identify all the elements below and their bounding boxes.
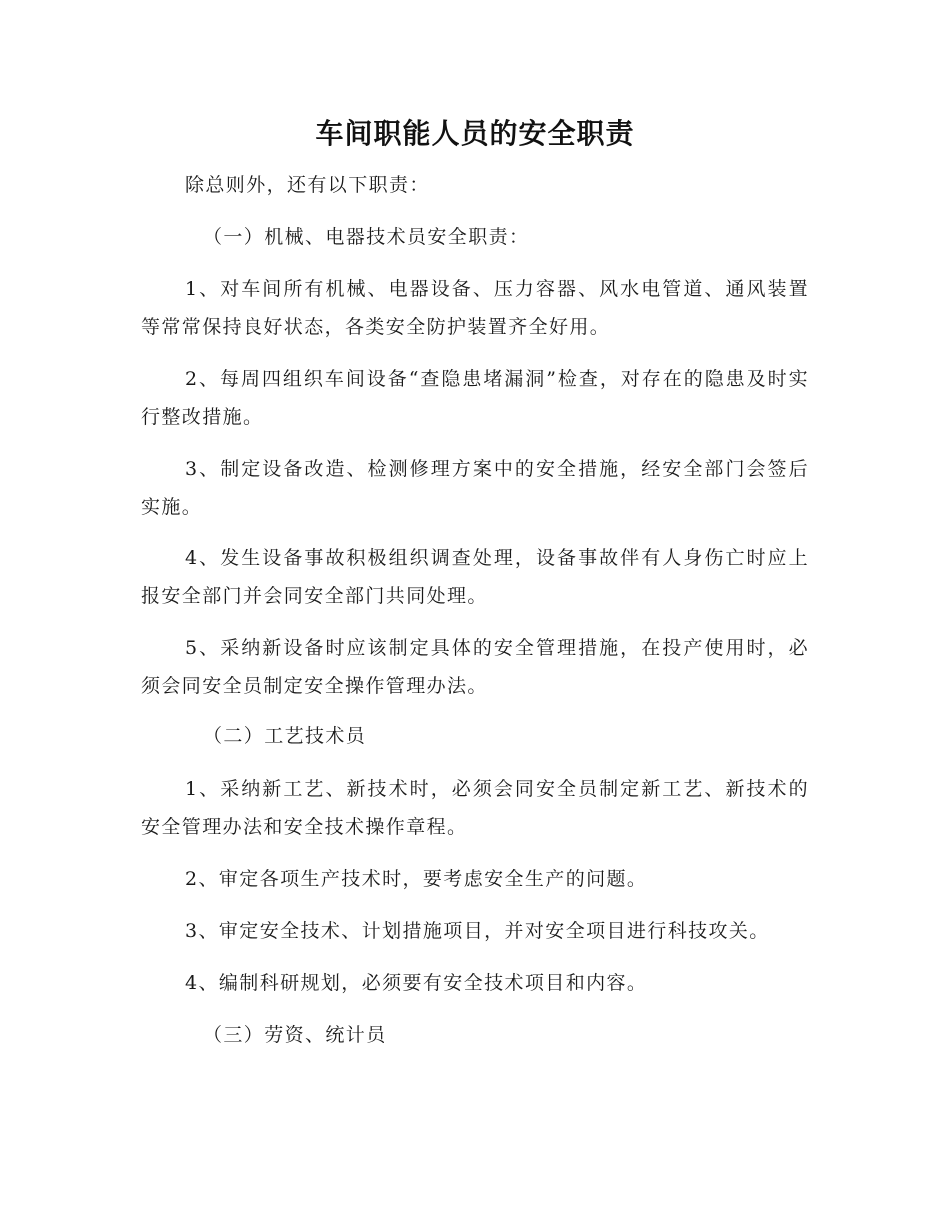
section1-item-5: 5、采纳新设备时应该制定具体的安全管理措施，在投产使用时，必须会同安全员制定安全操作管理办法。 [141,637,809,697]
section1-item-1: 1、对车间所有机械、电器设备、压力容器、风水电管道、通风装置等常常保持良好状态，各类安全防护装置齐全好用。 [141,278,809,338]
section2-item-4: 4、编制科研规划，必须要有安全技术项目和内容。 [185,972,648,994]
section2-item-3: 3、审定安全技术、计划措施项目，并对安全项目进行科技攻关。 [185,920,770,942]
section2-item-2: 2、审定各项生产技术时，要考虑安全生产的问题。 [185,868,648,890]
section2-item-1: 1、采纳新工艺、新技术时，必须会同安全员制定新工艺、新技术的安全管理办法和安全技术操作章程。 [141,778,809,838]
section1-heading: （一）机械、电器技术员安全职责： [203,226,530,248]
intro-paragraph: 除总则外，还有以下职责： [185,174,430,196]
section1-item-4: 4、发生设备事故积极组织调查处理，设备事故伴有人身伤亡时应上报安全部门并会同安全部门共同处理。 [141,547,809,607]
section1-item-2: 2、每周四组织车间设备“查隐患堵漏洞”检查，对存在的隐患及时实行整改措施。 [141,368,809,428]
section1-item-3: 3、制定设备改造、检测修理方案中的安全措施，经安全部门会签后实施。 [141,458,809,518]
page-title: 车间职能人员的安全职责 [315,117,635,150]
section3-heading: （三）劳资、统计员 [203,1024,387,1046]
section2-heading: （二）工艺技术员 [203,725,367,747]
